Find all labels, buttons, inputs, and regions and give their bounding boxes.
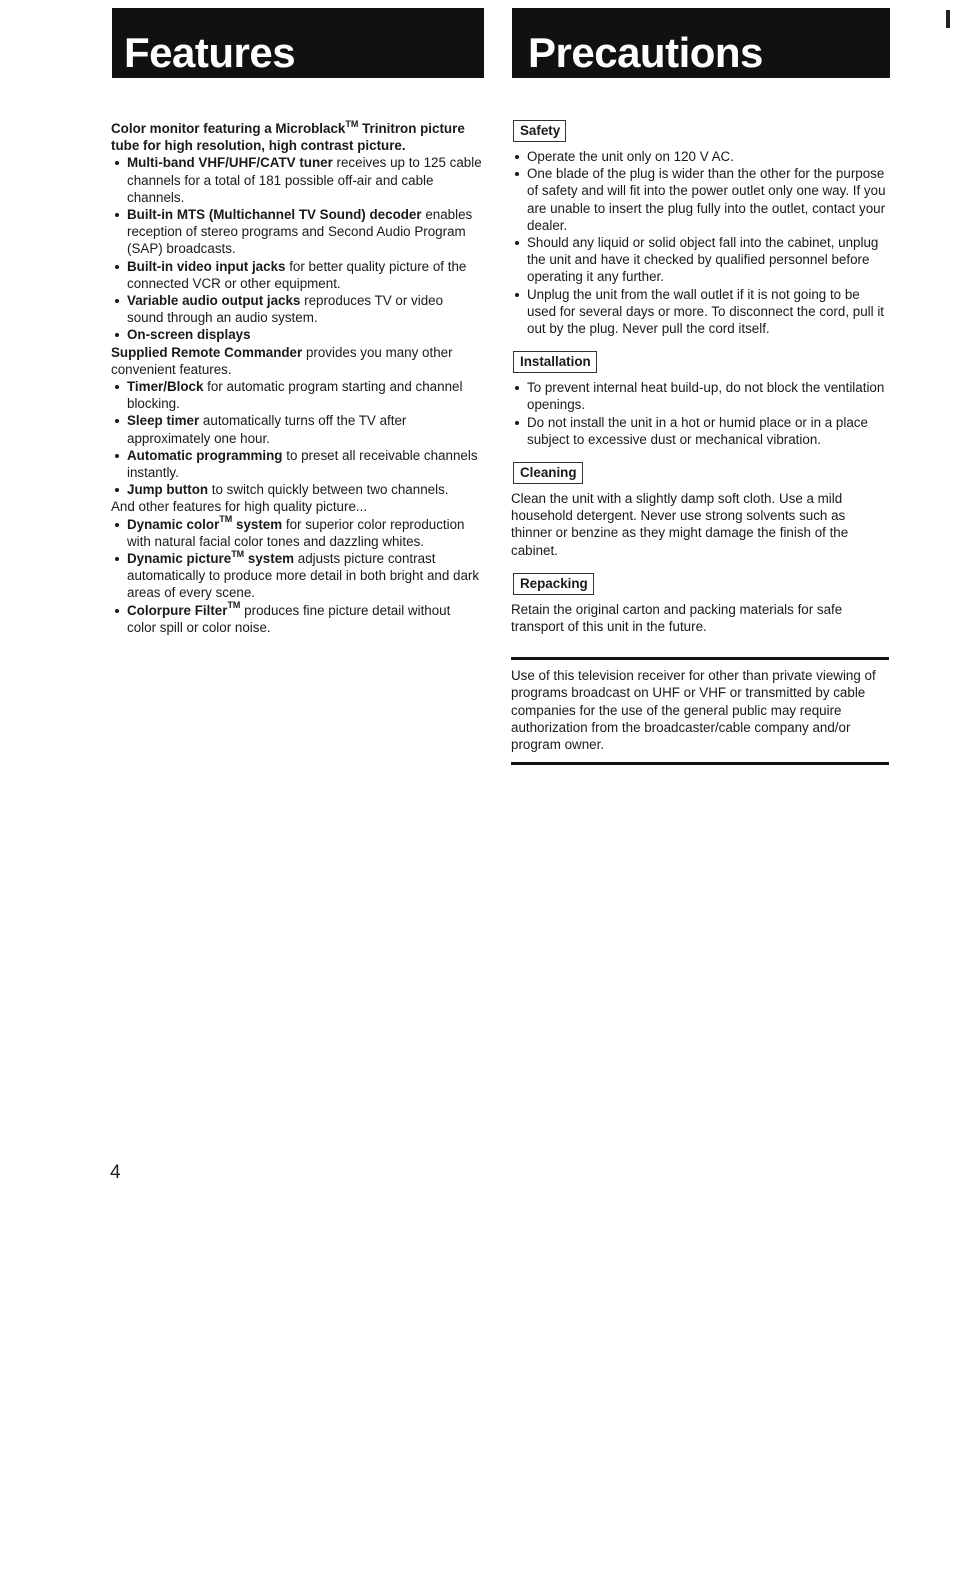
feature-item <box>111 258 483 292</box>
feature-item-text: for better quality picture of the connected VCR or other equipment. <box>127 258 467 291</box>
feature-item-text: receives up to 125 cable channels for a total of 181 possible off-air and cable channels. <box>127 155 482 205</box>
feature-item-title: On-screen displays <box>127 327 251 343</box>
features-intro <box>111 120 483 154</box>
feature-item-text: produces fine picture detail without color spill or color noise. <box>127 602 451 635</box>
page-number: 4 <box>110 1162 121 1183</box>
feature-item-text: for automatic program starting and channel blocking. <box>127 379 463 412</box>
feature-item-title: Automatic programming <box>127 447 283 463</box>
features-heading: Features <box>124 29 296 76</box>
installation-section <box>511 351 889 448</box>
cleaning-section <box>511 462 889 559</box>
cleaning-label: Cleaning <box>513 462 583 484</box>
safety-item: One blade of the plug is wider than the other for the purpose of safety and will fit into the power outlet only one way. If you are unable to insert the plug fully into the outlet, contact your dealer. <box>511 165 889 234</box>
features-list-main <box>111 154 483 343</box>
feature-item-text: reproduces TV or video sound through an audio system. <box>127 293 444 326</box>
feature-item-title: Dynamic picture™ system <box>127 548 295 567</box>
safety-item: Should any liquid or solid object fall into the cabinet, unplug the unit and have it checked by qualified personnel before operating it any further. <box>511 234 889 286</box>
feature-item <box>111 550 483 602</box>
features-column <box>111 120 483 636</box>
feature-item-text: to switch quickly between two channels. <box>208 482 449 498</box>
feature-item <box>111 292 483 326</box>
remote-commander-title: Supplied Remote Commander <box>111 344 303 360</box>
feature-item <box>111 378 483 412</box>
feature-item-text: for superior color reproduction with natural facial color tones and dazzling whites. <box>127 516 465 549</box>
repacking-text: Retain the original carton and packing materials for safe transport of this unit in the future. <box>511 601 843 635</box>
feature-item-title: Variable audio output jacks <box>127 293 301 309</box>
feature-item <box>111 154 483 206</box>
installation-label: Installation <box>513 351 597 373</box>
safety-section <box>511 120 889 337</box>
feature-item <box>111 602 483 636</box>
feature-item-title: Timer/Block <box>127 379 204 395</box>
feature-item-text: adjusts picture contrast automatically to produce more detail in both bright and dark areas of every scene. <box>127 551 480 601</box>
repacking-label: Repacking <box>513 573 594 595</box>
feature-item-text: automatically turns off the TV after approximately one hour. <box>127 413 407 446</box>
feature-item <box>111 481 483 498</box>
broadcast-notice-text: Use of this television receiver for other than private viewing of programs broadcast on UHF or VHF or transmitted by cable companies for the use of the general public may require authorization from the broadcaster/cable company and/or program owner. <box>511 668 876 753</box>
broadcast-notice <box>511 657 889 765</box>
remote-commander-paragraph <box>111 344 483 378</box>
feature-item <box>111 412 483 446</box>
cleaning-text: Clean the unit with a slightly damp soft cloth. Use a mild household detergent. Never use strong solvents such as thinner or benzine as they might damage the finish of the cabinet. <box>511 491 849 558</box>
installation-item: To prevent internal heat build-up, do not block the ventilation openings. <box>511 379 889 413</box>
feature-item-title: Built-in video input jacks <box>127 258 286 274</box>
precautions-banner <box>512 8 890 78</box>
installation-list <box>511 379 889 448</box>
feature-item <box>111 206 483 258</box>
feature-item <box>111 447 483 481</box>
feature-item-title: Colorpure Filter™ <box>127 600 241 618</box>
safety-label: Safety <box>513 120 566 142</box>
installation-item: Do not install the unit in a hot or humid place or in a place subject to excessive dust or mechanical vibration. <box>511 414 889 448</box>
feature-item-title: Multi-band VHF/UHF/CATV tuner <box>127 155 333 171</box>
precautions-heading: Precautions <box>528 29 763 76</box>
feature-item <box>111 516 483 550</box>
feature-item-text: to preset all receivable channels instantly. <box>127 447 478 481</box>
feature-item-title: Dynamic color™ system <box>127 514 283 532</box>
features-intro-text: Color monitor featuring a Microblack™ Trinitron picture tube for high resolution, high contrast picture. <box>111 118 465 154</box>
safety-list <box>511 148 889 337</box>
precautions-column <box>511 120 889 765</box>
features-list-remote <box>111 378 483 498</box>
features-banner <box>112 8 484 78</box>
feature-item <box>111 326 483 343</box>
safety-item: Unplug the unit from the wall outlet if it is not going to be used for several days or more. To disconnect the cord, pull it out by the plug. Never pull the cord itself. <box>511 286 889 338</box>
other-features-line: And other features for high quality picture... <box>111 499 368 515</box>
features-list-picture <box>111 516 483 636</box>
feature-item-title: Built-in MTS (Multichannel TV Sound) decoder <box>127 207 422 223</box>
feature-item-text: enables reception of stereo programs and Second Audio Program (SAP) broadcasts. <box>127 207 473 257</box>
remote-commander-text: provides you many other convenient features. <box>111 344 453 377</box>
feature-item-title: Jump button <box>127 482 209 498</box>
repacking-section <box>511 573 889 635</box>
safety-item: Operate the unit only on 120 V AC. <box>511 148 889 165</box>
feature-item-title: Sleep timer <box>127 413 200 429</box>
page-edge-mark <box>946 10 950 28</box>
